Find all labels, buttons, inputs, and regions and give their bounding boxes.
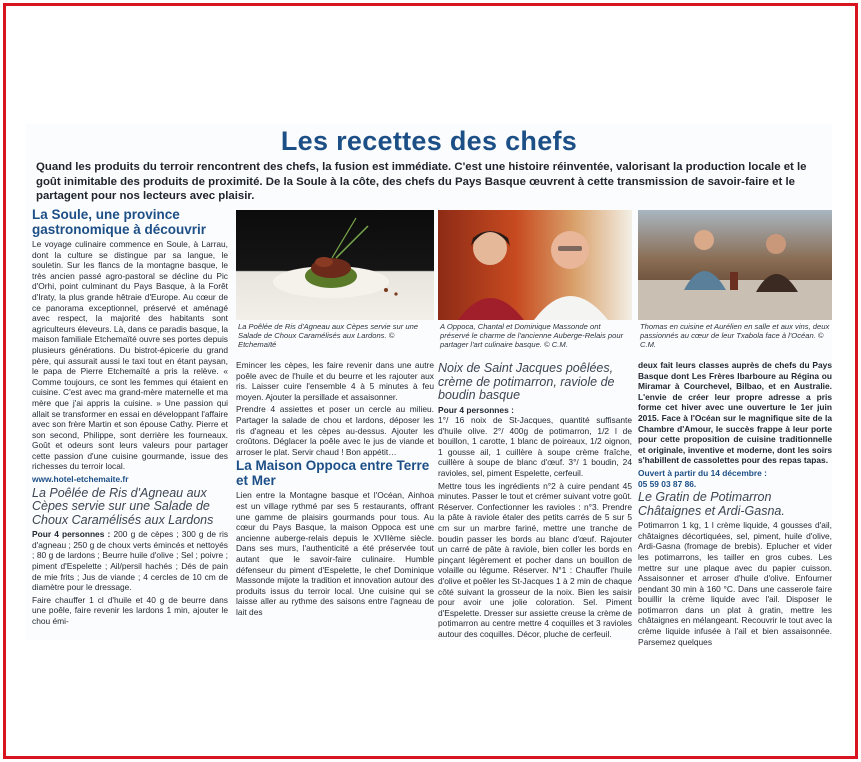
column-soule (32, 208, 228, 640)
article-intro: Quand les produits du terroir rencontrent des chefs, la fusion est immédiate. C'est une histoire réinventée, valorisant la production locale et le goût inimitable des produits de proximité. De la Soule à la côte, des chefs du Pays Basque œuvrent à cette transmission de savoir-faire et le partagent pour nos lecteurs avec plaisir. (36, 161, 807, 203)
phone-number[interactable]: 05 59 03 87 86. (638, 478, 697, 489)
section-heading-oppoca: La Maison Oppoca entre Terre et Mer (236, 458, 430, 488)
gratin-body: Potimarron 1 kg, 1 l crème liquide, 4 gousses d'ail, châtaignes décortiquées, sel, piment, huile d'olive, Ardi-Gasna (fromage de brebis). Eplucher et vider les potimarrons, les tailler en gros cubes. Les mettre sur une plaque avec du papier cuisson. Assaisonner et arroser d'huile d'olive. Enfourner pendant 30 min à 160 °C. Dans une casserole faire bouillir la crème liquide avec l'ail. Disposer le potimarron dans un plat à gratin, mettre les châtaignes en mélangeant. Recouvrir le tout avec la crème liquide infusée à l'ail et bien assaisonnée. Parsemez quelques (638, 520, 832, 647)
column-oppoca (236, 360, 434, 640)
ingredients-label: Pour 4 personnes : (32, 529, 111, 540)
plated-dish-image (236, 210, 434, 320)
section-heading-soule: La Soule, une province gastronomique à découvrir (32, 207, 207, 237)
chefs-oppoca-photo (438, 210, 632, 320)
photo-caption-dish: La Poêlée de Ris d'Agneau aux Cèpes servie sur une Salade de Choux Caramélisés aux Lardons. © Etchemaïté (238, 322, 419, 350)
recipe-title-gratin: Le Gratin de Potimarron Châtaignes et Ardi-Gasna. (638, 490, 785, 518)
steps-saint-jacques: Mettre tous les ingrédients n°2 à cuire pendant 45 minutes. Passer le tout et crémer suivant votre goût. Réserver. Confectionner les ravioles : n°3. Prendre la pâte à raviole étaler des petits carrés de 5 sur 5 cm sur un marbre fariné, mettre une tranche de boudin passer les bords au blanc d'œuf. Rajouter un carré de pâte à raviole, bien coller les bords en pinçant légèrement et pocher dans un bouillon de volaille ou légume. Réserver. N°1 : Chauffer l'huile d'olive et poêler les St-Jacques 1 à 2 min de chaque côté suivant la grosseur de la noix. Bien les saisir pour avoir une jolie coloration. Sel. Piment d'Espelette. Dresser sur assiette creuse la crème de potimarron au centre mettre 4 coquilles et 3 ravioles autour des coquilles. Décor, pluche de cerfeuil. (438, 480, 632, 639)
oppoca-body: Lien entre la Montagne basque et l'Océan, Ainhoa est un village rythmé par ses 5 restaurants, offrant une gamme de plaisirs gourmands pour tous. Au cœur du Pays Basque, la maison Oppoca est une ancienne auberge-relais depuis le XVIIème siècle. Dans ses murs, l'authenticité a été préservée tout autant que le savoir-faire culinaire. Humble défenseur du piment d'Espelette, le chef Dominique Massonde mijote la tradition et innovation autour des produits issus du terroir local. Une cuisine qui se laisse aller au rythme des saisons entre l'agneau de lait des (236, 490, 434, 617)
plating-ris-agneau: Prendre 4 assiettes et poser un cercle au milieu. Partager la salade de chou et lardons, déposer les ris d'agneau et les cèpes au-dessus. Ajouter les croûtons. Déglacer la poêle avec le jus de viande et arroser le plat. Servir chaud ! Bon appétit… (236, 404, 434, 457)
column-txabola (638, 360, 832, 647)
txabola-photo (638, 210, 832, 320)
restaurant-interior-image (638, 210, 832, 320)
column-saint-jacques (438, 360, 632, 640)
photo-caption-txabola: Thomas en cuisine et Aurélien en salle et aux vins, deux passionnés au cœur de leur Txabola face à l'Océan. © C.M. (640, 322, 830, 350)
two-chefs-image (438, 210, 632, 320)
opening-date: Ouvert à partir du 14 décembre : (638, 467, 767, 478)
txabola-body: deux fait leurs classes auprès de chefs du Pays Basque dont Les Frères Ibarboure au Régina ou Miramar à Courchevel, Bilbao, et en Australie. L'envie de créer leur propre adresse a pris forme cet hiver avec une ouverture le 1er juin 2015. Face à l'Océan sur le magnifique site de la Chambre d'Amour, le succès frappe à leur porte pour cette proposition de cuisine traditionnelle et originale, inventive et moderne, dont les soirs s'habillent de cassolettes pour des repas tapas. (638, 360, 832, 466)
soule-body: Le voyage culinaire commence en Soule, à Larrau, dont la culture se distingue par sa langue, le souletin. Sur les flancs de la montagne basque, le très ancien passé agro-pastoral se décline du Pic d'Orhi, point culminant du Pays Basque, à la Forêt d'Iraty, la plus grande hêtraie d'Europe. Au cœur de ce panorama exceptionnel, préservé et aménagé avec respect, la majorité des habitants sont agriculteurs éleveurs. Là, dans ce paradis basque, la maison familiale Etchemaïté ouvre ses portes depuis plusieurs générations. Du bistrot-épicerie du grand père, qui assurait aussi le taxi tout en étant paysan, le papa de Pierre Etchemaïté a pris la relève. « Comme toujours, ce sont les femmes qui étaient en cuisine. C'est avec ma grand-mère maternelle et ma mère que j'ai appris la cuisine. » Une passion qui allait se transformer en essai en développant l'affaire avec son frère Martin et son épouse Cathy. Pierre et son second, Philippe, sont derrière les fourneaux. Goût et odeurs sont leurs valeurs pour partager cette passion d'une cuisine gourmande, issue des richesses du terroir local. (32, 239, 228, 472)
recipe-title-saint-jacques: Noix de Saint Jacques poêlées, crème de potimarron, raviole de boudin basque (438, 361, 615, 402)
steps-ris-agneau: Faire chauffer 1 cl d'huile et 40 g de beurre dans une poêle, faire revenir les lardons 1 min, ajouter le chou émi- (32, 594, 228, 626)
website-link[interactable]: www.hotel-etchemaite.fr (32, 474, 129, 485)
newspaper-page (26, 124, 832, 647)
steps-ris-agneau-cont: Emincer les cèpes, les faire revenir dans une autre poêle avec de l'huile et du beurre et les rajouter aux ris. Laisser cuire l'ensemble 4 à 5 minutes à feu moyen. Ajouter la persillade et assaisonner. (236, 360, 434, 402)
ingredients-ris-agneau: 200 g de cèpes ; 300 g de ris d'agneau ; 250 g de choux verts émincés et nettoyés ; 80 g de lardons ; Beurre huile d'olive ; Sel ; poivre ; piment d'Espelette ; Ail/persil hachés ; Dés de pain de mie frits ; Jus de viande ; 4 cercles de 10 cm de diamètre pour le dressage. (32, 529, 229, 593)
article-title: Les recettes des chefs (280, 126, 578, 156)
photo-caption-oppoca: A Oppoca, Chantal et Dominique Massonde ont préservé le charme de l'ancienne Auberge-Relais pour partager l'art culinaire basque. © C.M. (440, 322, 624, 350)
recipe-title-ris-agneau: La Poêlée de Ris d'Agneau aux Cèpes servie sur une Salade de Choux Caramélisés aux Lardons (32, 485, 214, 527)
ingredients-label-sj: Pour 4 personnes : (438, 404, 514, 415)
dish-photo (236, 210, 434, 320)
ingredients-saint-jacques: 1°/ 16 noix de St-Jacques, quantité suffisante d'huile olive. 2°/ 400g de potimarron, 1/2 l de bouillon, 1 carotte, 1 blanc de poireaux, 1/2 oignon, 1 gousse ail, 1 cuillère à soupe crème fraîche, cuillère à soupe de blanc d'œuf. 3°/ 1 boudin, 24 ravioles, sel, piment Espelette, cerfeuil. (438, 415, 632, 479)
